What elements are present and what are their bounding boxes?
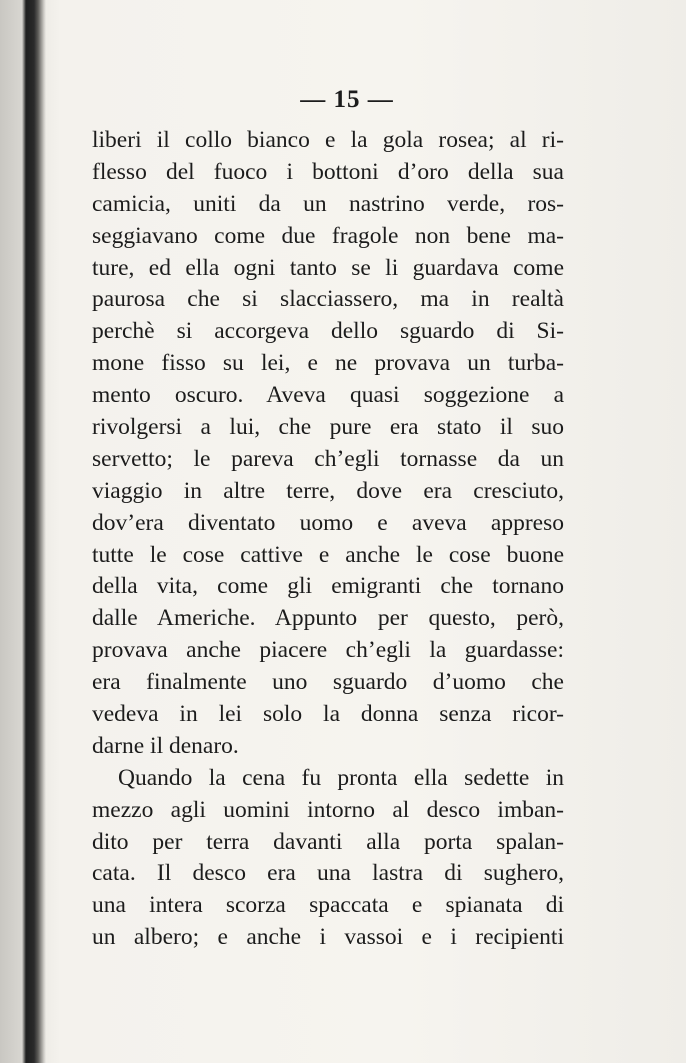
book-binding-edge — [0, 0, 46, 1063]
page-number — [0, 86, 686, 114]
text-line: flesso del fuoco i bottoni d’oro della sua — [92, 158, 564, 185]
text-line: liberi il collo bianco e la gola rosea; al ri- — [92, 127, 564, 153]
text-line: dito per terra davanti alla porta spalan- — [92, 828, 564, 855]
text-line: paurosa che si slacciassero, ma in realtà — [92, 286, 564, 313]
page-number-text: — 15 — — [300, 86, 394, 113]
body-text — [92, 125, 564, 954]
text-line: mezzo agli uomini intorno al desco imban- — [92, 796, 564, 823]
text-line: mone fisso su lei, e ne provava un turba- — [92, 350, 564, 377]
text-line: rivolgersi a lui, che pure era stato il suo — [92, 414, 564, 441]
text-line: tutte le cose cattive e anche le cose buone — [92, 541, 564, 568]
text-line: camicia, uniti da un nastrino verde, ros- — [92, 190, 564, 217]
text-line: cata. Il desco era una lastra di sughero, — [92, 860, 564, 887]
text-line: seggiavano come due fragole non bene ma- — [92, 222, 564, 249]
text-line: dov’era diventato uomo e aveva appreso — [92, 509, 564, 536]
text-line: era finalmente uno sguardo d’uomo che — [92, 669, 564, 696]
text-line: vedeva in lei solo la donna senza ricor- — [92, 701, 564, 728]
text-line: perchè si accorgeva dello sguardo di Si- — [92, 318, 564, 345]
text-line: una intera scorza spaccata e spianata di — [92, 892, 564, 919]
text-line: darne il denaro. — [92, 732, 239, 759]
text-line: mento oscuro. Aveva quasi soggezione a — [92, 382, 564, 409]
text-line: dalle Americhe. Appunto per questo, però, — [92, 605, 564, 632]
text-line: Quando la cena fu pronta ella sedette in — [118, 764, 564, 791]
text-line: della vita, come gli emigranti che tornano — [92, 573, 564, 600]
text-line: provava anche piacere ch’egli la guardasse: — [92, 637, 564, 664]
text-line: viaggio in altre terre, dove era cresciuto, — [92, 477, 564, 504]
text-line: un albero; e anche i vassoi e i recipienti — [92, 924, 564, 951]
text-line: servetto; le pareva ch’egli tornasse da un — [92, 445, 564, 472]
text-line: ture, ed ella ogni tanto se li guardava come — [92, 254, 564, 281]
